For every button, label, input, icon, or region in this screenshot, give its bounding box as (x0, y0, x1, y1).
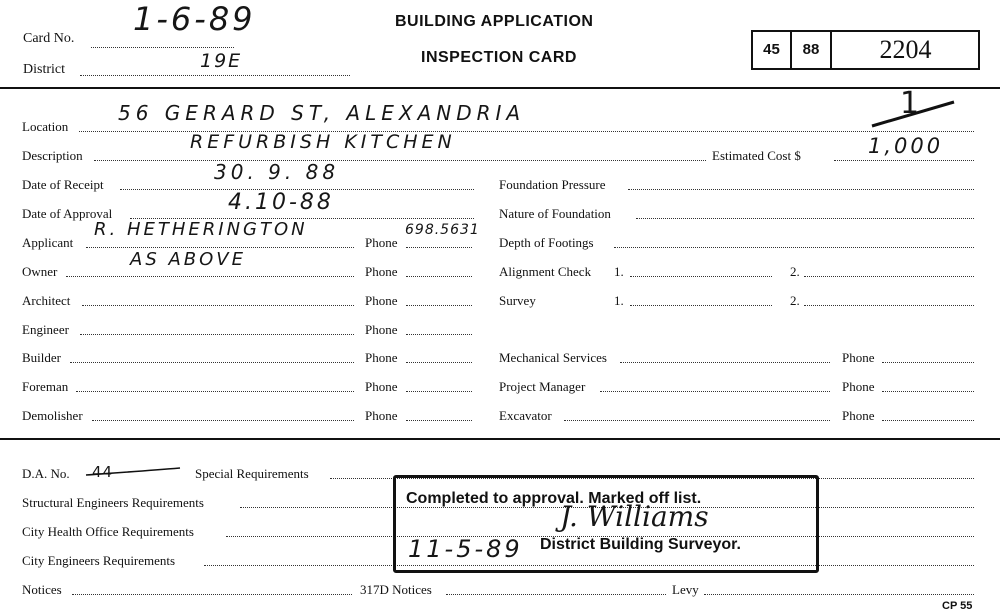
excavator-label: Excavator (499, 408, 552, 423)
stamp-line1: Completed to approval. Marked off list. (406, 490, 702, 507)
depth-of-footings-label: Depth of Footings (499, 235, 594, 250)
da-no-label: D.A. No. (22, 466, 70, 481)
depth-of-footings-line (614, 247, 974, 248)
owner-phone-label: Phone (365, 264, 398, 279)
district-line (80, 75, 350, 76)
corner-slash-mark (868, 96, 958, 136)
description-label: Description (22, 148, 83, 163)
card-number-box (751, 30, 980, 70)
foundation-pressure-line (628, 189, 974, 190)
card-no-label: Card No. (23, 31, 75, 46)
demolisher-label: Demolisher (22, 408, 83, 423)
mechanical-phone-line (882, 362, 974, 363)
foreman-phone-label: Phone (365, 379, 398, 394)
survey-num-2: 2. (790, 293, 800, 308)
stamp-line2: District Building Surveyor. (540, 536, 741, 553)
estimated-cost-label: Estimated Cost $ (712, 148, 801, 163)
corner-mark: 1 (900, 86, 922, 121)
alignment-check-line-1 (630, 276, 772, 277)
applicant-value: R. HETHERINGTON (94, 219, 308, 240)
date-of-receipt-value: 30. 9. 88 (214, 160, 340, 184)
engineer-phone-label: Phone (365, 322, 398, 337)
project-manager-label: Project Manager (499, 379, 586, 394)
architect-line (82, 305, 354, 306)
foreman-phone-line (406, 391, 472, 392)
district-label: District (23, 62, 65, 77)
applicant-phone-label: Phone (365, 235, 398, 250)
notices-line (72, 594, 352, 595)
estimated-cost-value: 1,000 (868, 134, 944, 158)
architect-label: Architect (22, 293, 71, 308)
special-requirements-label: Special Requirements (195, 466, 309, 481)
description-line (94, 160, 706, 161)
notices-317d-line (446, 594, 666, 595)
description-value: REFURBISH KITCHEN (190, 131, 456, 153)
architect-phone-label: Phone (365, 293, 398, 308)
engineer-line (80, 334, 354, 335)
excavator-phone-label: Phone (842, 408, 875, 423)
architect-phone-line (406, 305, 472, 306)
foreman-line (76, 391, 354, 392)
alignment-check-num-2: 2. (790, 264, 800, 279)
engineer-label: Engineer (22, 322, 69, 337)
excavator-line (564, 420, 830, 421)
header-divider (0, 87, 1000, 89)
nature-of-foundation-label: Nature of Foundation (499, 206, 611, 221)
project-manager-phone-label: Phone (842, 379, 875, 394)
owner-value: AS ABOVE (130, 249, 246, 270)
form-code: CP 55 (942, 600, 973, 612)
structural-engineers-label: Structural Engineers Requirements (22, 495, 204, 510)
nature-of-foundation-line (636, 218, 974, 219)
builder-phone-label: Phone (365, 350, 398, 365)
builder-label: Builder (22, 350, 61, 365)
applicant-line (86, 247, 354, 248)
demolisher-phone-line (406, 420, 472, 421)
card-no-line (91, 47, 234, 48)
card-number-box-3: 2204 (879, 35, 932, 64)
applicant-phone-value: 698.5631 (405, 222, 480, 238)
city-engineers-label: City Engineers Requirements (22, 553, 176, 568)
alignment-check-line-2 (804, 276, 974, 277)
owner-label: Owner (22, 264, 58, 279)
foreman-label: Foreman (22, 379, 69, 394)
district-value: 19E (200, 50, 243, 72)
owner-phone-line (406, 276, 472, 277)
location-label: Location (22, 119, 69, 134)
stamp-date: 11-5-89 (408, 535, 523, 563)
date-of-approval-value: 4.10-88 (228, 190, 334, 215)
da-no-strike-mark (84, 465, 184, 481)
date-of-approval-label: Date of Approval (22, 206, 113, 221)
card-no-value: 1-6-89 (133, 0, 256, 38)
project-manager-line (600, 391, 830, 392)
demolisher-phone-label: Phone (365, 408, 398, 423)
mechanical-services-label: Mechanical Services (499, 350, 607, 365)
project-manager-phone-line (882, 391, 974, 392)
alignment-check-label: Alignment Check (499, 264, 592, 279)
stamp-signature: J. Williams (560, 500, 709, 533)
alignment-check-num-1: 1. (614, 264, 624, 279)
date-of-receipt-label: Date of Receipt (22, 177, 104, 192)
card-number-box-2: 88 (792, 32, 832, 68)
levy-label: Levy (672, 582, 699, 597)
excavator-phone-line (882, 420, 974, 421)
builder-line (70, 362, 354, 363)
survey-label: Survey (499, 293, 536, 308)
middle-divider (0, 438, 1000, 440)
levy-line (704, 594, 974, 595)
form-title-line1: BUILDING APPLICATION (395, 13, 594, 30)
form-title-line2: INSPECTION CARD (421, 49, 577, 66)
survey-line-1 (630, 305, 772, 306)
builder-phone-line (406, 362, 472, 363)
notices-317d-label: 317D Notices (360, 582, 432, 597)
location-value: 56 GERARD ST, ALEXANDRIA (118, 101, 526, 125)
mechanical-phone-label: Phone (842, 350, 875, 365)
applicant-label: Applicant (22, 235, 74, 250)
survey-line-2 (804, 305, 974, 306)
da-no-value: 44 (92, 463, 114, 481)
foundation-pressure-label: Foundation Pressure (499, 177, 606, 192)
notices-label: Notices (22, 582, 62, 597)
card-number-box-1: 45 (753, 32, 792, 68)
survey-num-1: 1. (614, 293, 624, 308)
engineer-phone-line (406, 334, 472, 335)
demolisher-line (92, 420, 354, 421)
mechanical-services-line (620, 362, 830, 363)
estimated-cost-line (834, 160, 974, 161)
city-health-label: City Health Office Requirements (22, 524, 194, 539)
owner-line (66, 276, 354, 277)
applicant-phone-line (406, 247, 472, 248)
